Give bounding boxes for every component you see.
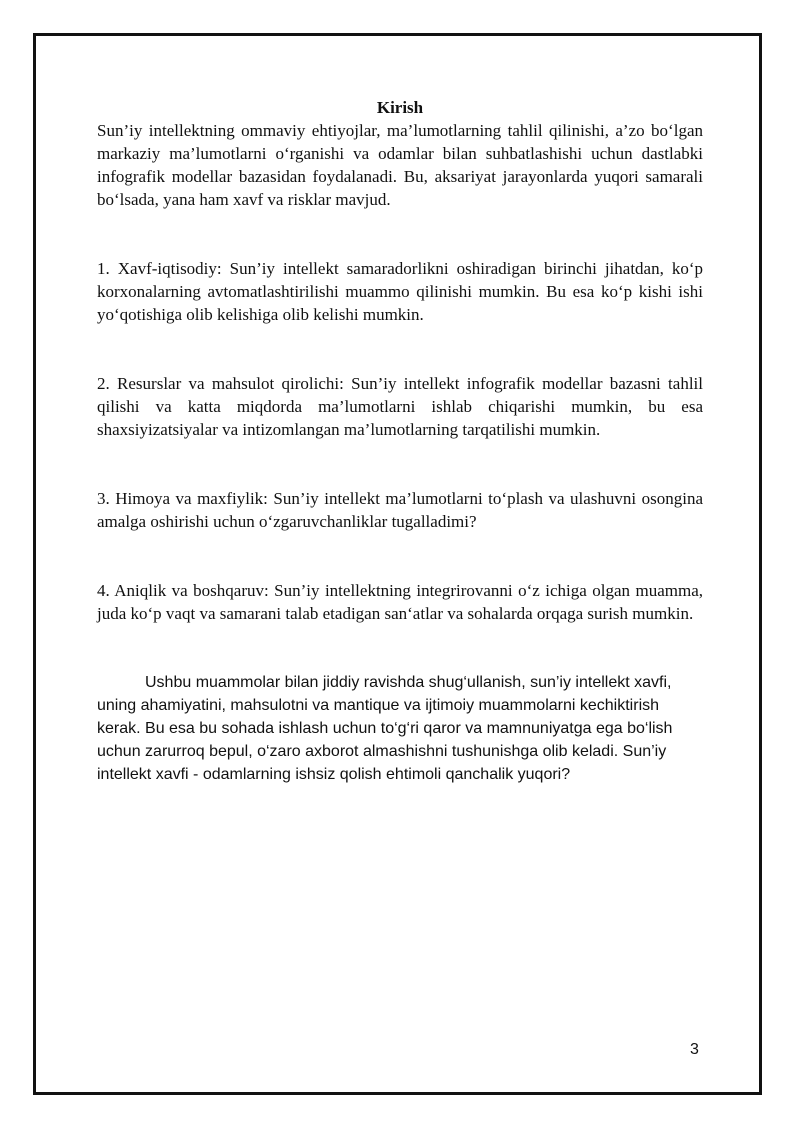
list-item-1: 1. Xavf-iqtisodiy: Sun’iy intellekt samaradorlikni oshiradigan birinchi jihatdan, ko‘p korxonalarning avtomatlashtirilishi muammo qilinishi mumkin. Bu esa ko‘p kishi ishi yo‘qotishiga olib kelishiga olib kelishi mumkin.	[97, 259, 703, 324]
page-number: 3	[690, 1041, 699, 1058]
conclusion-paragraph: Ushbu muammolar bilan jiddiy ravishda shug‘ullanish, sun’iy intellekt xavfi, uning ahamiyatini, mahsulotni va mantique va ijtimoiy muammolarni kechiktirish kerak. Bu esa bu sohada ishlash uchun to‘g‘ri qaror va mamnuniyatga ega bo‘lish uchun zarurroq bepul, o‘zaro axborot almashishni tushunishga olib keladi. Sun’iy intellekt xavfi - odamlarning ishsiz qolish ehtimoli qanchalik yuqori?	[97, 674, 673, 783]
list-item-3: 3. Himoya va maxfiylik: Sun’iy intellekt ma’lumotlarni to‘plash va ulashuvni osongina amalga oshirishi uchun o‘zgaruvchanliklar tugalladimi?	[97, 489, 703, 531]
intro-paragraph: Sun’iy intellektning ommaviy ehtiyojlar, ma’lumotlarning tahlil qilinishi, a’zo bo‘lgan markaziy ma’lumotlarni o‘rganishi va odamlar bilan suhbatlashishi uchun dastlabki infografik modellar bazasidan foydalanadi. Bu, aksariyat jarayonlarda yuqori samarali bo‘lsada, yana ham xavf va risklar mavjud.	[97, 121, 703, 209]
page-content	[97, 96, 703, 786]
list-item-2: 2. Resurslar va mahsulot qirolichi: Sun’iy intellekt infografik modellar bazasni tahlil qilishi va katta miqdorda ma’lumotlarni ishlab chiqarishi mumkin, bu esa shaxsiyizatsiyalar va intizomlangan ma’lumotlarning tarqatilishi mumkin.	[97, 374, 703, 439]
list-item-4: 4. Aniqlik va boshqaruv: Sun’iy intellektning integrirovanni o‘z ichiga olgan muamma, juda ko‘p vaqt va samarani talab etadigan san‘atlar va sohalarda orqaga surish mumkin.	[97, 581, 703, 623]
page-title: Kirish	[376, 98, 424, 117]
